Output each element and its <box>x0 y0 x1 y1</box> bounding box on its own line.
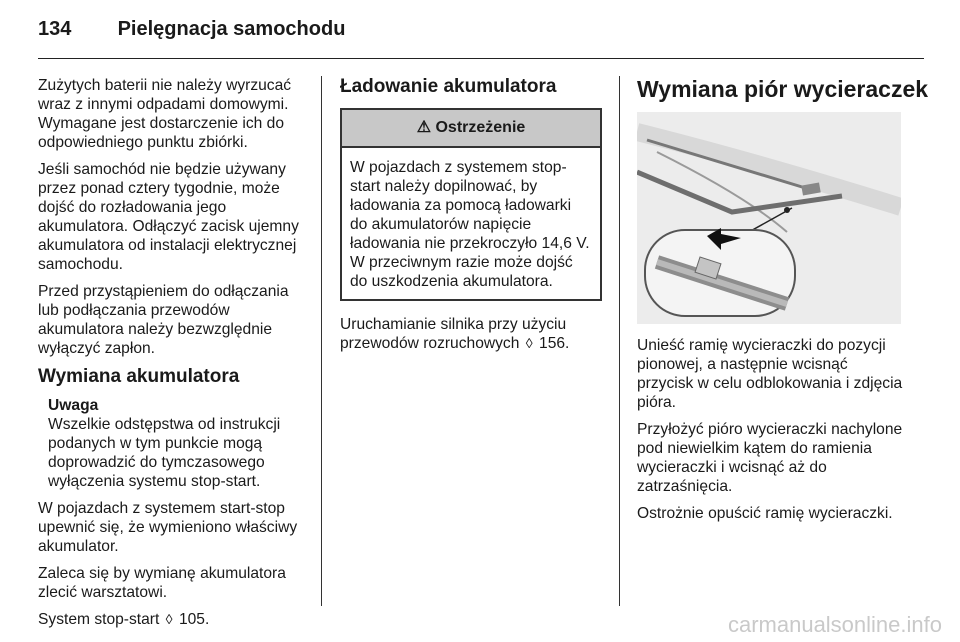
column-divider <box>321 76 322 606</box>
paragraph-xref <box>38 610 308 629</box>
section-heading-wiper-blades: Wymiana piór wycieraczek <box>637 76 929 102</box>
note-box <box>38 396 308 491</box>
note-title: Uwaga <box>48 397 99 414</box>
header-rule <box>38 58 924 59</box>
xref-page-link[interactable]: 156. <box>539 335 570 352</box>
warning-box <box>340 108 602 301</box>
wiper-blade-illustration <box>637 112 901 324</box>
paragraph: Unieść ramię wycieraczki do pozycji pionowej, a następnie wcisnąć przycisk w celu odblokowania i zdjęcia pióra. <box>637 337 903 411</box>
xref-text: Uruchamianie silnika przy użyciu przewodów rozruchowych <box>340 316 567 352</box>
column-divider <box>619 76 620 606</box>
paragraph: W pojazdach z systemem start-stop upewnić się, że wymieniono właściwy akumulator. <box>38 500 298 555</box>
xref-text: System stop-start <box>38 611 160 628</box>
paragraph: Jeśli samochód nie będzie używany przez ponad cztery tygodnie, może dojść do rozładowania jego akumulatora. Odłączyć zacisk ujemny akumulatora od instalacji elektrycznej samochodu. <box>38 161 299 273</box>
note-text: Wszelkie odstępstwa od instrukcji podanych w tym punkcie mogą doprowadzić do tymczasowego wyłączenia systemu stop-start. <box>48 416 281 490</box>
warning-triangle-icon: ⚠ <box>416 119 432 136</box>
column-2 <box>340 76 602 361</box>
warning-header <box>342 110 600 148</box>
paragraph: Zużytych baterii nie należy wyrzucać wraz z innymi odpadami domowymi. Wymagane jest dostarczenie ich do odpowiedniego punktu zbiórki. <box>38 77 292 151</box>
page-header <box>38 18 345 41</box>
page-title: Pielęgnacja samochodu <box>117 18 346 40</box>
column-1 <box>38 76 308 637</box>
paragraph: Zaleca się by wymianę akumulatora zlecić warsztatowi. <box>38 565 286 601</box>
paragraph: Przyłożyć pióro wycieraczki nachylone pod niewielkim kątem do ramienia wycieraczki i wcisnąć aż do zatrzaśnięcia. <box>637 421 903 495</box>
xref-arrow-icon[interactable]: ◊ <box>525 335 533 351</box>
paragraph: Ostrożnie opuścić ramię wycieraczki. <box>637 505 893 522</box>
paragraph-xref <box>340 315 602 353</box>
page-number: 134 <box>38 18 72 40</box>
xref-arrow-icon[interactable]: ◊ <box>165 611 173 627</box>
warning-text: W pojazdach z systemem stop-start należy dopilnować, by ładowania za pomocą ładowarki do akumulatorów napięcie ładowania nie przekroczyło 14,6 V. W przeciwnym razie może dojść do uszkodzenia akumulatora. <box>350 159 590 290</box>
watermark-text: carmanualsonline.info <box>727 612 942 637</box>
column-3 <box>637 76 929 531</box>
section-heading-battery-replacement: Wymiana akumulatora <box>38 366 240 387</box>
paragraph: Przed przystąpieniem do odłączania lub podłączania przewodów akumulatora należy bezwzględnie wyłączyć zapłon. <box>38 283 289 357</box>
warning-title: Ostrzeżenie <box>435 119 526 136</box>
section-heading-charging: Ładowanie akumulatora <box>340 76 557 97</box>
xref-page-link[interactable]: 105. <box>178 611 210 628</box>
